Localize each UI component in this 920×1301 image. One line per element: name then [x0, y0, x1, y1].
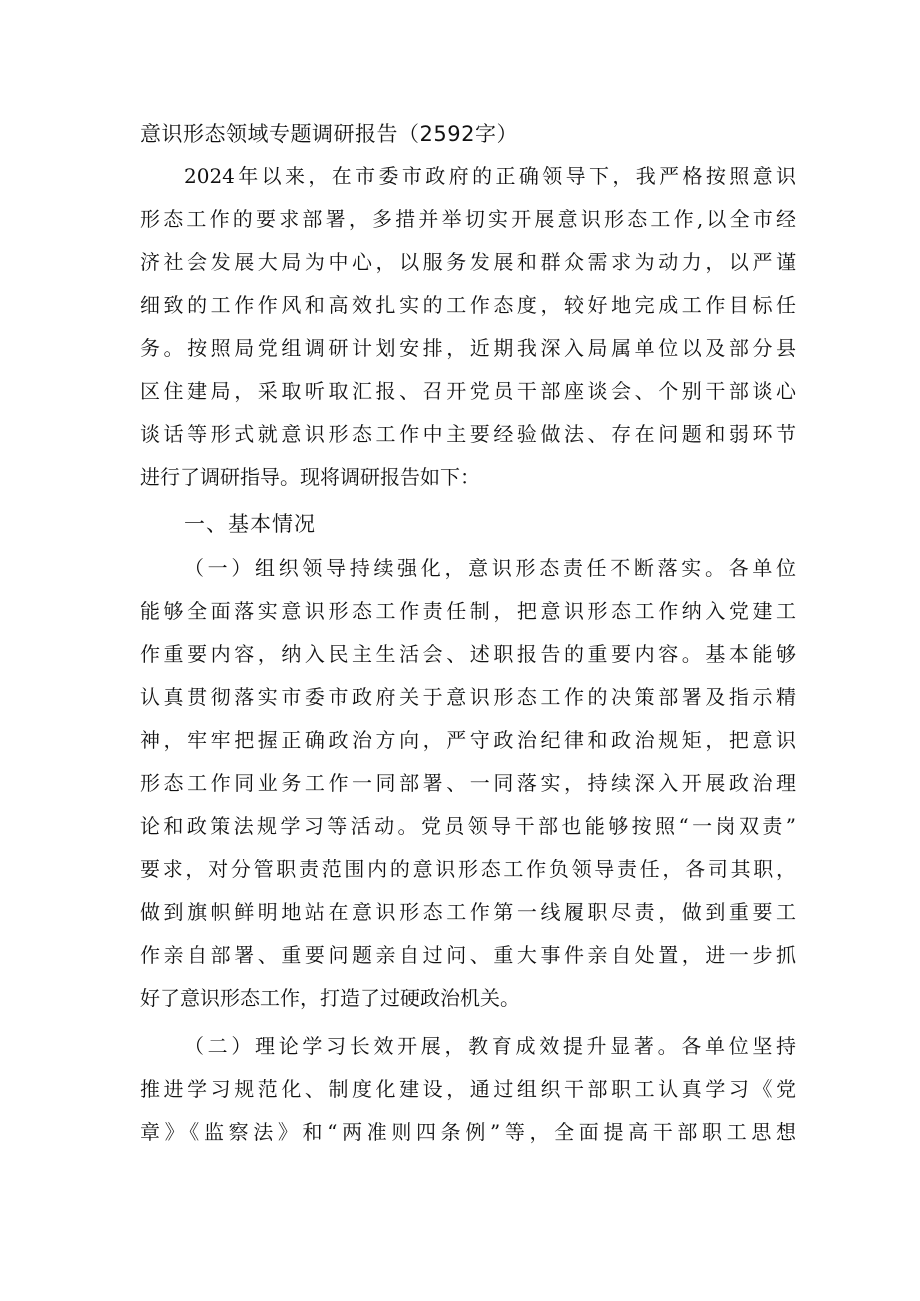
paragraph-line: 要求，对分管职责范围内的意识形态工作负领导责任，各司其职， — [140, 857, 796, 881]
paragraph-line: 论和政策法规学习等活动。党员领导干部也能够按照“一岗双责” — [140, 814, 796, 838]
paragraph-line: 推进学习规范化、制度化建设，通过组织干部职工认真学习《党 — [140, 1077, 796, 1101]
document-title: 意识形态领域专题调研报告（2592字） — [140, 122, 518, 146]
paragraph-line: 认真贯彻落实市委市政府关于意识形态工作的决策部署及指示精 — [140, 685, 796, 709]
paragraph-line: 做到旗帜鲜明地站在意识形态工作第一线履职尽责，做到重要工 — [140, 900, 796, 924]
paragraph-line: 作亲自部署、重要问题亲自过问、重大事件亲自处置，进一步抓 — [140, 943, 796, 967]
intro-line: 济社会发展大局为中心，以服务发展和群众需求为动力，以严谨 — [140, 250, 796, 274]
paragraph-line: （一）组织领导持续强化，意识形态责任不断落实。各单位 — [184, 556, 796, 580]
intro-line: 务。按照局党组调研计划安排，近期我深入局属单位以及部分县 — [140, 336, 796, 360]
section-heading: 一、基本情况 — [184, 512, 316, 536]
intro-line: 细致的工作作风和高效扎实的工作态度，较好地完成工作目标任 — [140, 293, 796, 317]
intro-line: 形态工作的要求部署，多措并举切实开展意识形态工作,以全市经 — [140, 207, 796, 231]
paragraph-line: 章》《监察法》和“两准则四条例”等，全面提高干部职工思想 — [140, 1120, 796, 1144]
paragraph-line: 好了意识形态工作，打造了过硬政治机关。 — [140, 986, 520, 1010]
intro-line: 谈话等形式就意识形态工作中主要经验做法、存在问题和弱环节 — [140, 422, 796, 446]
intro-line: 2024年以来，在市委市政府的正确领导下，我严格按照意识 — [184, 164, 796, 188]
intro-line: 区住建局，采取听取汇报、召开党员干部座谈会、个别干部谈心 — [140, 379, 796, 403]
paragraph-line: 能够全面落实意识形态工作责任制，把意识形态工作纳入党建工 — [140, 599, 796, 623]
paragraph-line: 作重要内容，纳入民主生活会、述职报告的重要内容。基本能够 — [140, 642, 796, 666]
intro-line: 进行了调研指导。现将调研报告如下： — [140, 465, 480, 489]
paragraph-line: 神，牢牢把握正确政治方向，严守政治纪律和政治规矩，把意识 — [140, 728, 796, 752]
paragraph-line: （二）理论学习长效开展，教育成效提升显著。各单位坚持 — [184, 1034, 796, 1058]
paragraph-line: 形态工作同业务工作一同部署、一同落实，持续深入开展政治理 — [140, 771, 796, 795]
